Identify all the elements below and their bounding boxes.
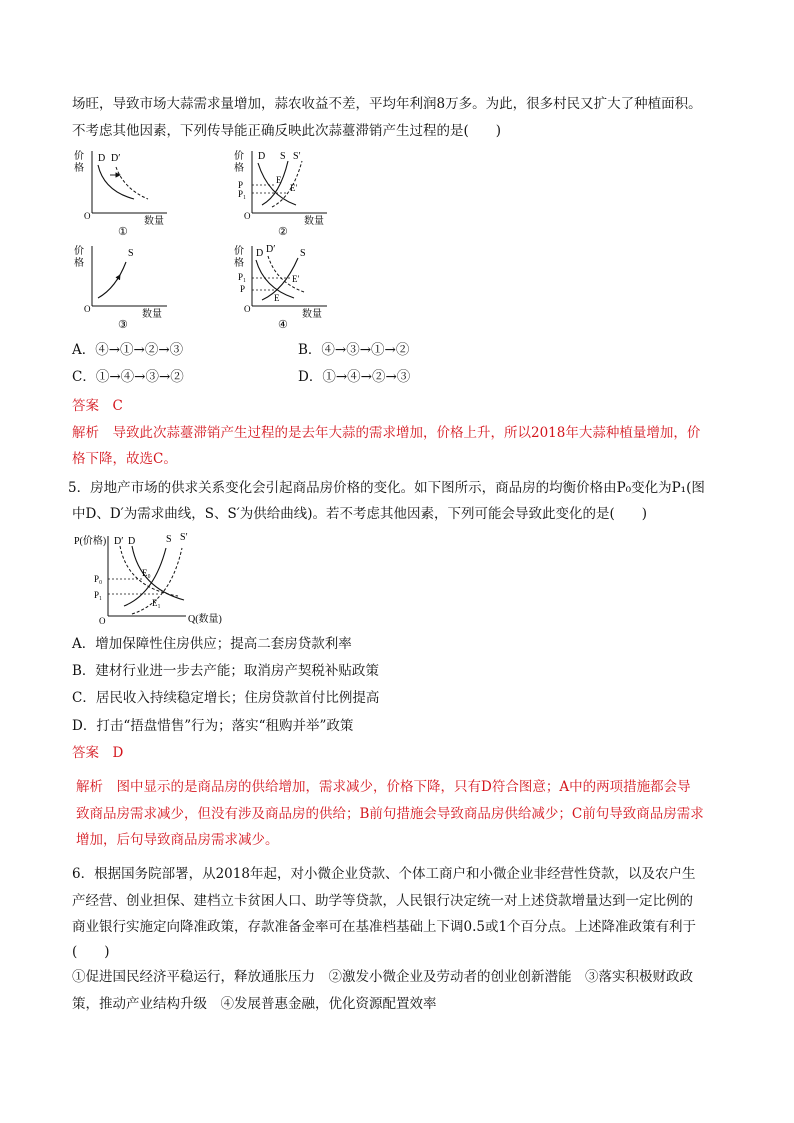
chart-2-ylabel-2: 格	[234, 163, 244, 174]
chart-2-xlabel: 数量	[304, 216, 324, 227]
q5-stem-line-2: 中D、D′为需求曲线，S、S′为供给曲线)。若不考虑其他因素，下列可能会导致此变化的是( )	[72, 506, 648, 522]
chart-3-supply-curve	[98, 262, 126, 298]
chart-1-xlabel: 数量	[144, 216, 164, 227]
chart-2-p: P	[238, 180, 244, 190]
chart-2-s: S	[280, 151, 286, 162]
chart-3	[72, 242, 172, 334]
chart-4-e-prime: E′	[292, 274, 300, 284]
q6-choices-line-1: ①促进国民经济平稳运行，释放通胀压力 ②激发小微企业及劳动者的创业创新潜能 ③落实积极财政政	[72, 969, 693, 985]
chart-1	[72, 147, 172, 239]
chart-4-xlabel: 数量	[302, 309, 322, 320]
q5-chart-d-prime: D′	[114, 536, 124, 547]
q4-stem-line-2: 不考虑其他因素，下列传导能正确反映此次蒜薹滞销产生过程的是( )	[72, 123, 502, 139]
chart-2-s-prime: S′	[293, 151, 301, 162]
q4-answer: 答案 C	[72, 398, 123, 414]
q5-option-c: C．居民收入持续稳定增长；住房贷款首付比例提高	[72, 690, 380, 706]
chart-2-e-prime: E′	[290, 183, 298, 193]
chart-2-p1: P₁	[238, 189, 247, 199]
q5-chart-origin: O	[99, 616, 106, 626]
q4-analysis-line-1: 解析 导致此次蒜薹滞销产生过程的是去年大蒜的需求增加，价格上升，所以2018年大蒜种植量增加，价	[72, 425, 701, 441]
q5-chart-e0: E₀	[142, 568, 151, 578]
chart-1-d: D	[98, 153, 106, 164]
chart-2	[232, 147, 332, 239]
chart-2-origin: O	[244, 211, 251, 221]
chart-2-e: E	[276, 175, 282, 185]
q5-stem-line-1: 5．房地产市场的供求关系变化会引起商品房价格的变化。如下图所示，商品房的均衡价格由P₀变化为P₁(图	[68, 480, 705, 496]
chart-1-demand-curve	[98, 165, 134, 199]
q5-option-b: B．建材行业进一步去产能；取消房产契税补贴政策	[72, 663, 379, 679]
q5-chart-xlabel: Q(数量)	[188, 614, 222, 625]
q6-stem-line-2: 产经营、创业担保、建档立卡贫困人口、助学等贷款，人民银行决定统一对上述贷款增量达到一定比例的	[72, 893, 693, 909]
q5-answer: 答案 D	[72, 745, 124, 761]
q6-stem-line-1: 6．根据国务院部署，从2018年起，对小微企业贷款、个体工商户和小微企业非经营性贷款，以及农户生	[72, 866, 696, 882]
q5-chart-d: D	[128, 536, 136, 547]
chart-3-number: ③	[118, 319, 128, 331]
q6-stem-line-3: 商业银行实施定向降准政策，存款准备金率可在基准档基础上下调0.5或1个百分点。上述降准政策有利于	[72, 919, 697, 935]
chart-1-d-prime: D′	[111, 153, 121, 164]
q4-analysis-line-2: 格下降，故选C。	[72, 451, 177, 467]
chart-3-origin: O	[84, 304, 91, 314]
chart-4-p1: P₁	[238, 272, 247, 282]
chart-1-ylabel-2: 格	[74, 163, 84, 174]
chart-4-ylabel-1: 价	[234, 246, 244, 257]
q5-analysis-line-3: 增加，后句导致商品房需求减少。	[76, 832, 279, 848]
chart-4-origin: O	[244, 304, 251, 314]
chart-4-p: P	[240, 284, 246, 294]
chart-3-s: S	[128, 248, 134, 259]
q5-analysis-line-2: 致商品房需求减少，但没有涉及商品房的供给；B前句措施会导致商品房供给减少；C前句导致商品房需求	[76, 806, 704, 822]
q4-option-a: A．④→①→②→③	[72, 342, 184, 358]
chart-3-ylabel-2: 格	[74, 258, 84, 269]
chart-4-d-prime: D′	[266, 244, 276, 255]
chart-2-d: D	[258, 151, 266, 162]
q6-choices-line-2: 策，推动产业结构升级 ④发展普惠金融，优化资源配置效率	[72, 996, 437, 1012]
chart-1-ylabel-1: 价	[74, 151, 84, 162]
chart-3-movement-arrow	[117, 275, 120, 280]
q6-stem-line-4: ( )	[72, 944, 110, 960]
q4-option-c: C．①→④→③→②	[72, 369, 184, 385]
q4-option-b: B．④→③→①→②	[298, 342, 410, 358]
q5-chart-s-prime: S′	[180, 532, 188, 543]
chart-4-s: S	[300, 248, 306, 259]
q5-chart-ylabel: P(价格)	[74, 536, 107, 547]
q5-chart	[74, 530, 222, 630]
q4-stem-line-1: 场旺，导致市场大蒜需求量增加，蒜农收益不差，平均年利润8万多。为此，很多村民又扩大了种植面积。	[72, 96, 702, 112]
q5-option-d: D．打击“捂盘惜售”行为；落实“租购并举”政策	[72, 718, 354, 734]
chart-3-ylabel-1: 价	[74, 246, 84, 257]
chart-4	[232, 242, 332, 334]
chart-4-number: ④	[278, 319, 288, 331]
q5-chart-s: S	[166, 534, 172, 545]
chart-4-d: D	[256, 248, 264, 259]
chart-3-xlabel: 数量	[142, 309, 162, 320]
q5-analysis-line-1: 解析 图中显示的是商品房的供给增加，需求减少，价格下降，只有D符合图意；A中的两项措施都会导	[76, 779, 691, 795]
chart-2-supply-curve	[262, 161, 288, 205]
q5-chart-p1: P₁	[94, 590, 103, 600]
chart-2-ylabel-1: 价	[234, 151, 244, 162]
chart-1-number: ①	[118, 226, 128, 238]
q5-chart-p0: P₀	[94, 574, 103, 584]
chart-4-ylabel-2: 格	[234, 258, 244, 269]
q5-option-a: A．增加保障性住房供应；提高二套房贷款利率	[72, 636, 352, 652]
chart-1-origin: O	[84, 211, 91, 221]
q4-option-d: D．①→④→②→③	[298, 369, 411, 385]
chart-4-e: E	[274, 293, 280, 303]
q5-chart-e1: E₁	[152, 598, 161, 608]
chart-2-number: ②	[278, 226, 288, 238]
q5-chart-demand	[132, 546, 184, 600]
